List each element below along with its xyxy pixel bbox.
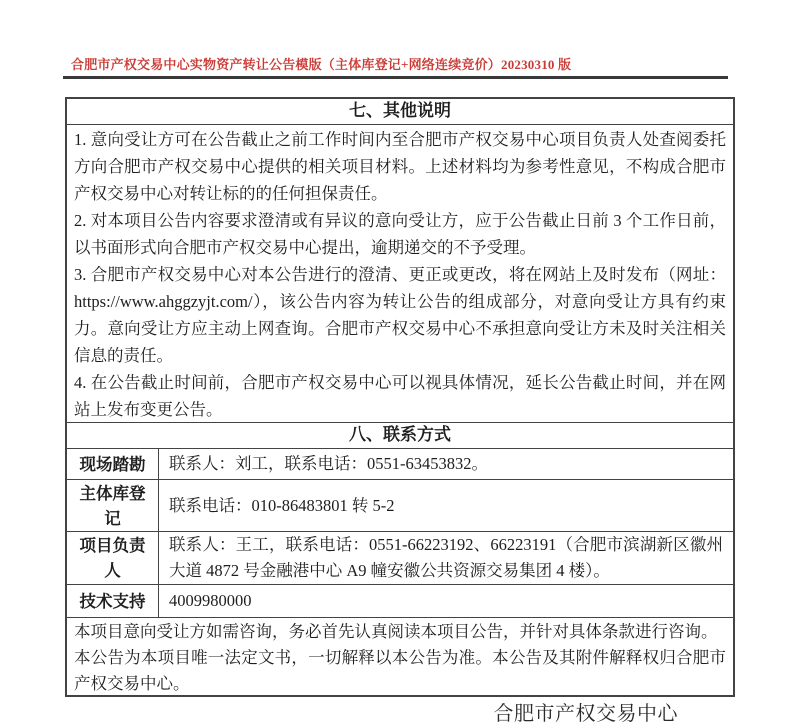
section7-body bbox=[67, 125, 733, 423]
row-label: 技术支持 bbox=[67, 585, 159, 617]
row-label: 主体库登记 bbox=[67, 480, 159, 531]
row-label: 项目负责人 bbox=[67, 532, 159, 584]
note-1: 本项目意向受让方如需咨询，务必首先认真阅读本项目公告，并针对具体条款进行咨询。 bbox=[74, 622, 718, 641]
table-row-tech-support bbox=[67, 585, 733, 618]
table-row-registry bbox=[67, 480, 733, 532]
paragraph-1: 1. 意向受让方可在公告截止之前工作时间内至合肥市产权交易中心项目负责人处查阅委托方向合肥市产权交易中心提供的相关项目材料。上述材料均为参考性意见，不构成合肥市产权交易中心对转让标的的任何担保责任。 bbox=[74, 130, 726, 203]
row-value: 联系电话：010-86483801 转 5-2 bbox=[169, 495, 395, 515]
row-label: 现场踏勘 bbox=[67, 449, 159, 479]
paragraph-3: 3. 合肥市产权交易中心对本公告进行的澄清、更正或更改，将在网站上及时发布（网址：https://www.ahggzyjt.com/），该公告内容为转让公告的组成部分，对意向受让方具有约束力。意向受让方应主动上网查询。合肥市产权交易中心不承担意向受让方未及时关注相关信息的责任。 bbox=[74, 265, 726, 365]
section8-header: 八、联系方式 bbox=[67, 423, 733, 449]
signature: 合肥市产权交易中心 bbox=[493, 703, 678, 725]
title-underline bbox=[63, 76, 728, 79]
paragraph-4: 4. 在公告截止时间前，合肥市产权交易中心可以视具体情况，延长公告截止时间，并在网站上发布变更公告。 bbox=[74, 373, 726, 419]
row-value: 4009980000 bbox=[169, 591, 252, 610]
notes-cell bbox=[67, 618, 733, 697]
row-value: 联系人：刘工，联系电话：0551-63453832。 bbox=[169, 454, 488, 473]
doc-template-header: 合肥市产权交易中心实物资产转让公告模版（主体库登记+网络连续竞价）20230310 版 bbox=[71, 57, 572, 72]
notice-table bbox=[65, 97, 735, 697]
row-value: 联系人：王工，联系电话：0551-66223192、66223191（合肥市滨湖新区徽州大道 4872 号金融港中心 A9 幢安徽公共资源交易集团 4 楼）。 bbox=[169, 535, 723, 580]
section7-header: 七、其他说明 bbox=[67, 99, 733, 125]
note-2: 本公告为本项目唯一法定文书，一切解释以本公告为准。本公告及其附件解释权归合肥市产权交易中心。 bbox=[74, 648, 726, 693]
table-row-project-manager bbox=[67, 532, 733, 585]
paragraph-2: 2. 对本项目公告内容要求澄清或有异议的意向受让方，应于公告截止日前 3 个工作日前，以书面形式向合肥市产权交易中心提出，逾期递交的不予受理。 bbox=[74, 211, 726, 257]
table-row-site-survey bbox=[67, 449, 733, 480]
